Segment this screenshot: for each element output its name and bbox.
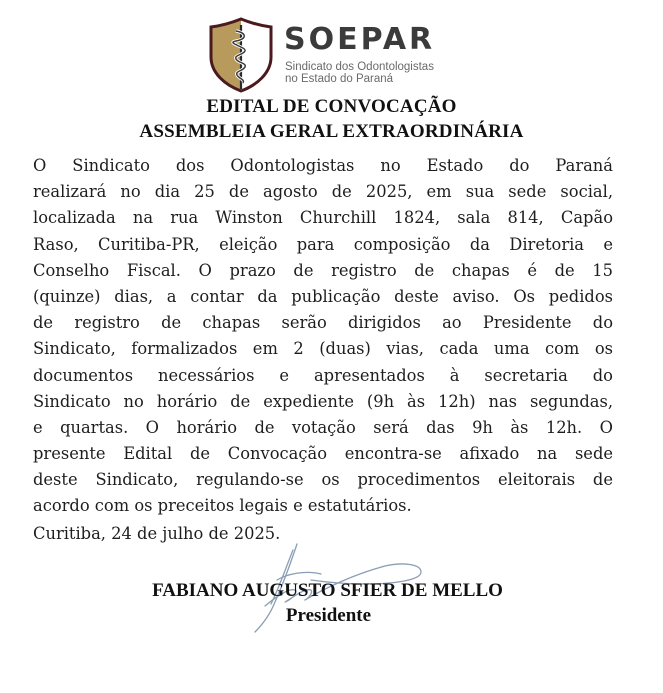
shield-caduceus-icon	[207, 17, 275, 93]
body-line: documentos necessários e apresentados à secretaria do	[33, 365, 613, 385]
date-line: Curitiba, 24 de julho de 2025.	[33, 524, 281, 543]
body-line: localizada na rua Winston Churchill 1824, sala 814, Capão	[33, 208, 613, 228]
body-line: realizará no dia 25 de agosto de 2025, em sua sede social,	[33, 182, 613, 202]
brand-subtitle	[285, 61, 434, 85]
brand-subtitle-line1: Sindicato dos Odontologistas	[285, 61, 434, 73]
brand-subtitle-line2: no Estado do Paraná	[285, 73, 394, 85]
body-line: de registro de chapas serão dirigidos ao Presidente do	[33, 313, 613, 333]
body-line: Conselho Fiscal. O prazo de registro de chapas é de 15	[33, 260, 613, 280]
body-line: e quartas. O horário de votação será das 9h às 12h. O	[33, 417, 613, 437]
body-line: presente Edital de Convocação encontra-se afixado na sede	[33, 444, 613, 464]
soepar-logo	[207, 17, 457, 95]
signer-name: FABIANO AUGUSTO SFIER DE MELLO	[152, 580, 503, 601]
body-line: Sindicato, formalizados em 2 (duas) vias, cada uma com os	[33, 339, 613, 359]
document-subtitle: ASSEMBLEIA GERAL EXTRAORDINÁRIA	[139, 121, 524, 142]
body-line: Sindicato no horário de expediente (9h às 12h) nas segundas,	[33, 391, 613, 411]
body-line: deste Sindicato, regulando-se os procedimentos eleitorais de	[33, 470, 613, 490]
body-line: Raso, Curitiba-PR, eleição para composição da Diretoria e	[33, 234, 613, 254]
brand-name: SOEPAR	[284, 22, 436, 57]
body-line: O Sindicato dos Odontologistas no Estado do Paraná	[33, 156, 613, 175]
notice-body	[33, 153, 613, 520]
document-title: EDITAL DE CONVOCAÇÃO	[206, 96, 457, 117]
signer-role: Presidente	[285, 605, 372, 626]
body-line: acordo com os preceitos legais e estatutários.	[33, 496, 412, 516]
body-line: (quinze) dias, a contar da publicação deste aviso. Os pedidos	[33, 286, 613, 306]
